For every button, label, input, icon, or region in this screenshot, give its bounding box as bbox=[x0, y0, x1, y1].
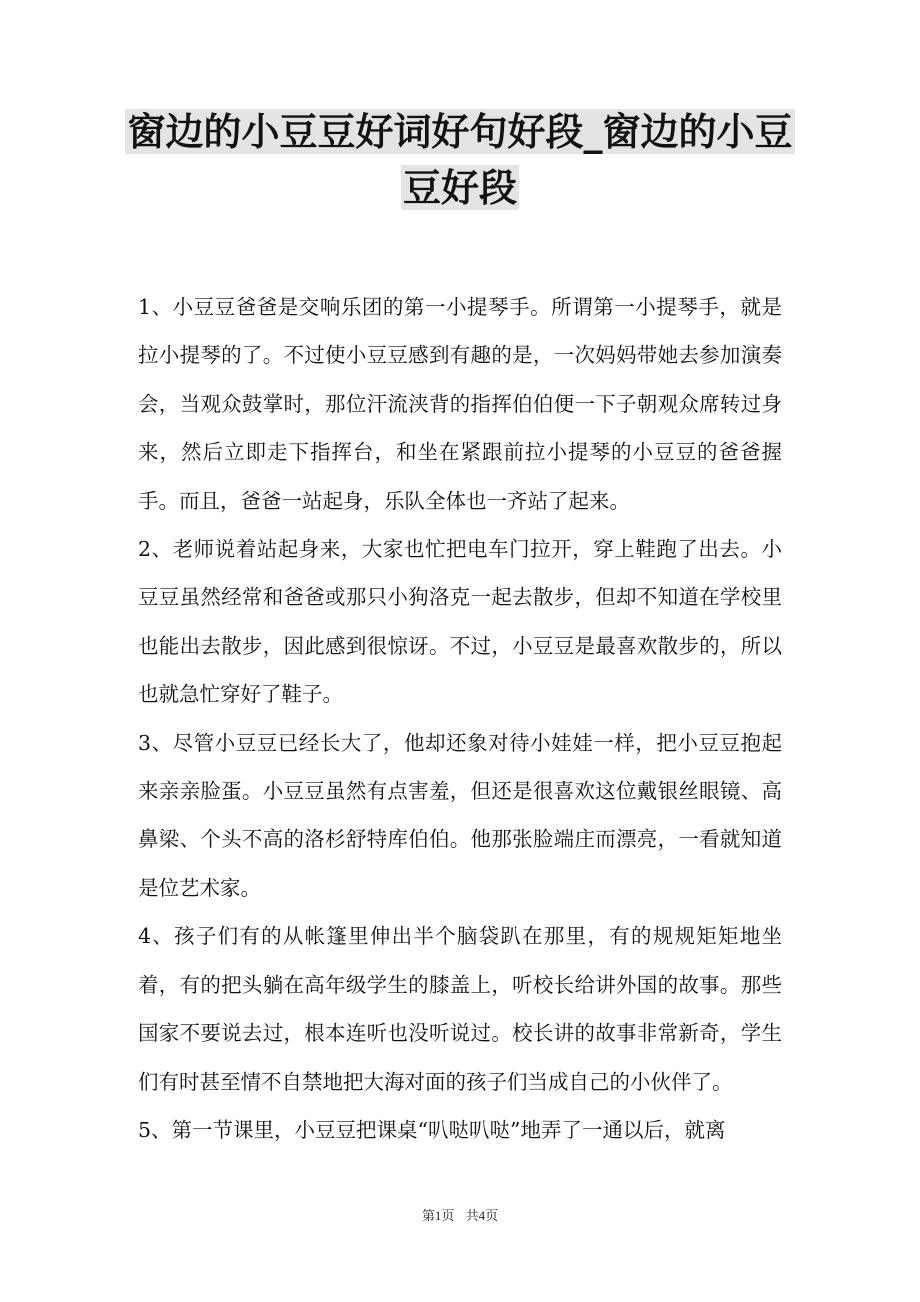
paragraph-5: 5、第一节课里，小豆豆把课桌“叭哒叭哒”地弄了一通以后，就离 bbox=[138, 1117, 726, 1142]
paragraph-2: 2、老师说着站起身来，大家也忙把电车门拉开，穿上鞋跑了出去。小豆豆虽然经常和爸爸或那只小狗洛克一起去散步，但却不知道在学校里也能出去散步，因此感到很惊讶。不过，小豆豆是最喜欢散步的，所以也就急忙穿好了鞋子。 bbox=[138, 537, 782, 707]
total-pages: 共4页 bbox=[465, 1208, 499, 1223]
page-title bbox=[110, 104, 810, 216]
paragraph-4: 4、孩子们有的从帐篷里伸出半个脑袋趴在那里，有的规规矩矩地坐着，有的把头躺在高年级学生的膝盖上，听校长给讲外国的故事。那些国家不要说去过，根本连听也没听说过。校长讲的故事非常新奇，学生们有时甚至情不自禁地把大海对面的孩子们当成自己的小伙伴了。 bbox=[138, 924, 782, 1094]
page-footer bbox=[0, 1205, 920, 1224]
document-body bbox=[138, 283, 782, 1154]
page-title-text: 窗边的小豆豆好词好句好段_窗边的小豆豆好段 bbox=[127, 109, 793, 210]
paragraph-1: 1、小豆豆爸爸是交响乐团的第一小提琴手。所谓第一小提琴手，就是拉小提琴的了。不过使小豆豆感到有趣的是，一次妈妈带她去参加演奏会，当观众鼓掌时，那位汗流浃背的指挥伯伯便一下子朝观众席转过身来，然后立即走下指挥台，和坐在紧跟前拉小提琴的小豆豆的爸爸握手。而且，爸爸一站起身，乐队全体也一齐站了起来。 bbox=[138, 295, 782, 513]
page-number: 第1页 bbox=[421, 1208, 455, 1223]
paragraph-3: 3、尽管小豆豆已经长大了，他却还象对待小娃娃一样，把小豆豆抱起来亲亲脸蛋。小豆豆虽然有点害羞，但还是很喜欢这位戴银丝眼镜、高鼻梁、个头不高的洛杉舒特库伯伯。他那张脸端庄而漂亮，一看就知道是位艺术家。 bbox=[138, 730, 782, 900]
